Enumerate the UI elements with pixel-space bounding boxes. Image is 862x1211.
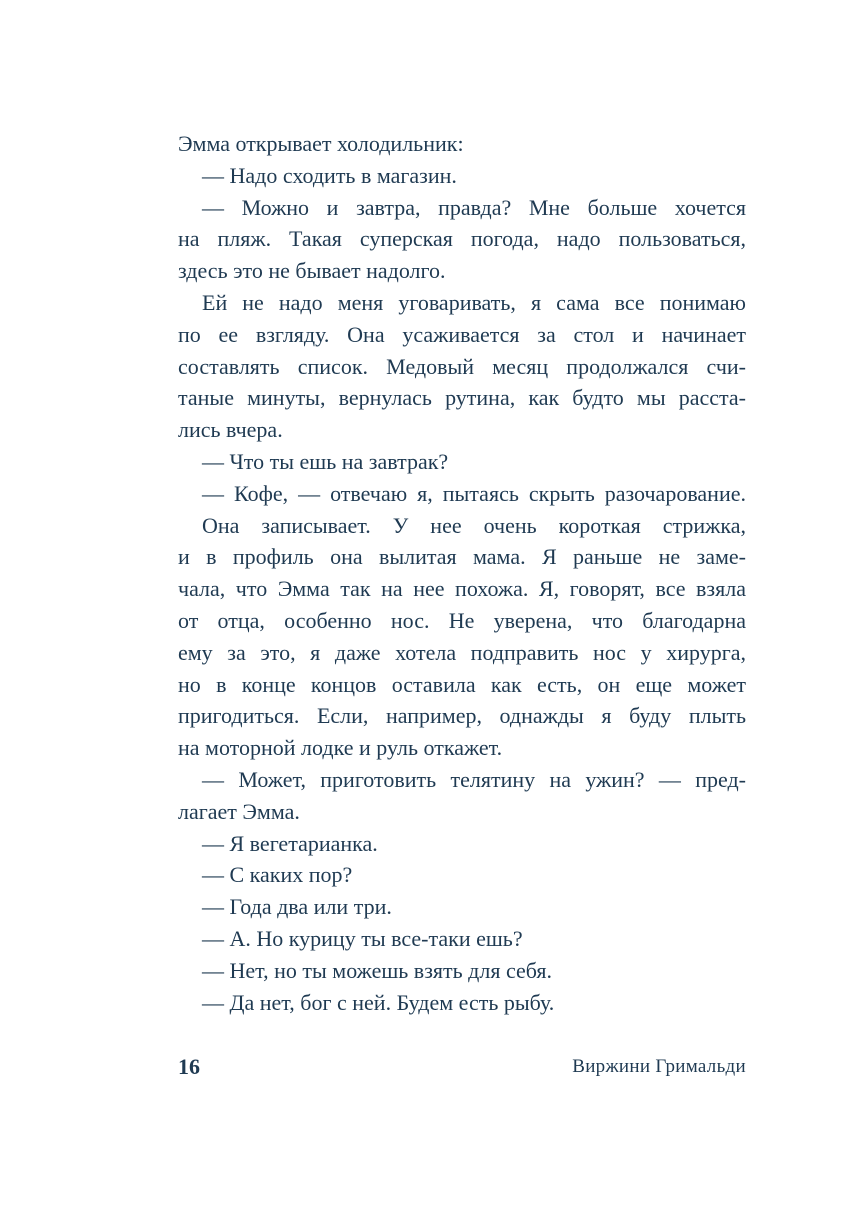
text-line: Ей не надо меня уговаривать, я сама все понимаю: [202, 289, 746, 315]
text-line: — Года два или три.: [202, 894, 392, 920]
page-number: 16: [178, 1054, 200, 1079]
text-line: — Надо сходить в магазин.: [202, 162, 457, 188]
text-line: — Я вегетарианка.: [202, 830, 378, 856]
text-line: — Кофе, — отвечаю я, пытаясь скрыть разочарование.: [202, 480, 746, 506]
text-line: — Можно и завтра, правда? Мне больше хочется: [202, 194, 746, 220]
text-line: Эмма открывает холодильник:: [178, 131, 464, 156]
page-footer: [178, 1050, 746, 1084]
text-line: здесь это не бывает надолго.: [178, 258, 446, 284]
text-line: лись вчера.: [178, 417, 283, 443]
text-line: составлять список. Медовый месяц продолжался счи-: [178, 353, 746, 379]
text-line: ему за это, я даже хотела подправить нос у хирурга,: [178, 639, 746, 665]
text-line: Она записывает. У нее очень короткая стрижка,: [202, 512, 746, 538]
text-line: чала, что Эмма так на нее похожа. Я, говорят, все взяла: [178, 576, 746, 602]
text-line: и в профиль она вылитая мама. Я раньше не заме-: [178, 544, 746, 570]
text-line: — А. Но курицу ты все-таки ешь?: [202, 925, 523, 951]
text-line: — Нет, но ты можешь взять для себя.: [202, 957, 553, 983]
text-line: но в конце концов оставила как есть, он еще может: [178, 671, 746, 697]
text-line: пригодиться. Если, например, однажды я буду плыть: [178, 703, 746, 729]
body-text: [178, 128, 746, 1018]
text-line: — Да нет, бог с ней. Будем есть рыбу.: [202, 989, 555, 1015]
running-head-author: Виржини Гримальди: [572, 1056, 746, 1077]
text-line: — Может, приготовить телятину на ужин? — пред-: [202, 766, 746, 792]
text-line: лагает Эмма.: [178, 798, 300, 824]
text-line: от отца, особенно нос. Не уверена, что благодарна: [178, 607, 746, 633]
text-line: на пляж. Такая суперская погода, надо пользоваться,: [178, 226, 746, 252]
text-line: — С каких пор?: [202, 862, 353, 888]
text-line: на моторной лодке и руль откажет.: [178, 735, 503, 761]
text-line: таные минуты, вернулась рутина, как будто мы расста-: [178, 385, 746, 411]
text-line: по ее взгляду. Она усаживается за стол и начинает: [178, 321, 746, 347]
text-line: — Что ты ешь на завтрак?: [202, 448, 449, 474]
